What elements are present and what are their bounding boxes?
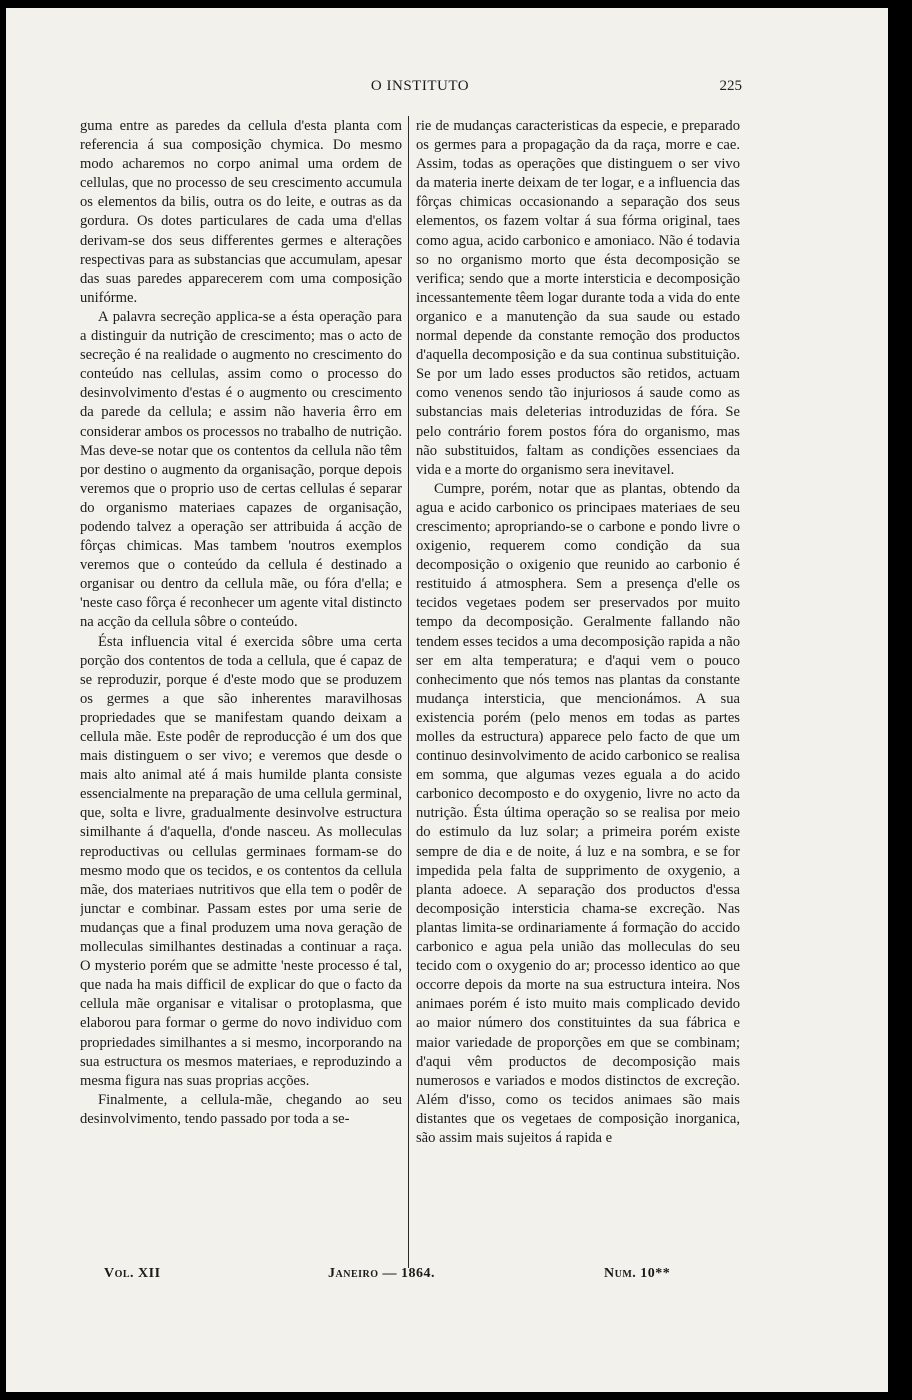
paragraph: rie de mudanças caracteristicas da especie, e preparado os germes para a propagação da da raça, morre e cae. Assim, todas as operações que distinguem o ser vivo da materia inerte deixam de ter logar, e a influencia das fôrças chimicas occasionando a separação dos seus elementos, os fazem voltar á sua fórma original, taes como agua, acido carbonico e amoniaco. Não é todavia so no organismo morto que ésta decomposição se verifica; sendo que a morte intersticia e decomposição incessantemente têem logar durante toda a vida do ente organico e a manutenção da sua saude ou estado normal depende da constante remoção dos productos d'aquella decomposição e da sua continua substituição. Se por um lado esses productos são retidos, actuam como venenos sendo tão injuriosos á saude como as substancias mais deleterias introduzidas de fóra. Se pelo contrário forem postos fóra do organismo, mas não substituidos, faltam as condições essenciaes da vida e a morte do organismo sera inevitavel. (416, 118, 740, 478)
paragraph: Cumpre, porém, notar que as plantas, obtendo da agua e acido carbonico os principaes materiaes de seu crescimento; apropriando-se o carbone e pondo livre o oxigenio, requerem como condição da sua decomposição o oxigenio que reunido ao carbonio é restituido á atmosphera. Sem a presença d'elle os tecidos vegetaes podem ser preservados por muito tempo da decomposição. Geralmente fallando não tendem esses tecidos a uma decomposição rapida a não ser em alta temperatura; e d'aqui vem o pouco conhecimento que nós temos nas plantas da constante mudança intersticia, que mencionámos. A sua existencia porém (pelo menos em todas as partes molles da estructura) apparece pelo facto de que um continuo desinvolvimento de acido carbonico se realisa em somma, que algumas vezes eguala a do acido carbonico decomposto e do oxygenio, livre no acto da nutrição. Ésta última operação so se realisa por meio do estimulo da luz solar; a primeira porém existe sempre de dia e de noite, á luz e na sombra, e se for impedida pela falta de supprimento de oxygenio, a planta adoece. A separação dos productos d'essa decomposição intersticia chama-se excreção. Nas plantas limita-se ordinariamente á formação do accido carbonico e agua pela união das molleculas do seu tecido com o oxygenio do ar; processo identico ao que occorre depois da morte na sua estructura inteira. Nos animaes porém é isto muito mais complicado devido ao maior número dos constituintes da sua fábrica e maior variedade de proporções em que se combinam; d'aqui vêm productos de decomposição mais numerosos e variados e modos distinctos de excreção. Além d'isso, como os tecidos animaes são mais distantes que os vegetaes de composição inorganica, são assim mais sujeitos á rapida e (416, 480, 740, 1146)
paragraph: Ésta influencia vital é exercida sôbre uma certa porção dos contentos de toda a cellula, que é capaz de se reproduzir, porque é d'este modo que se produzem os germes a que são inherentes maravilhosas propriedades que se manifestam quando deixam a cellula mãe. Este podêr de reproducção é um dos que mais distinguem o ser vivo; e veremos que desde o mais alto animal até á mais humilde planta consiste essencialmente na preparação de uma cellula germinal, que, solta e livre, gradualmente desinvolve estructura similhante á d'aquella, d'onde nasceu. As molleculas reproductivas ou cellulas germinaes formam-se do mesmo modo que os tecidos, e os contentos da cellula mãe, dos materiaes nutritivos que ella tem o podêr de junctar e combinar. Passam estes por uma serie de mudanças que a final produzem uma nova geração de molleculas similhantes destinadas a continuar a raça. O mysterio porém que se admitte 'neste processo é tal, que nada ha mais difficil de explicar do que o facto da cellula mãe organisar e vitalisar o protoplasma, que elaborou para formar o germe do novo individuo com propriedades similhantes a si mesmo, incorporando na sua estructura os mesmos materiaes, e reproduzindo a mesma figura nas suas proprias acções. (80, 633, 402, 1089)
paragraph: guma entre as paredes da cellula d'esta planta com referencia á sua composição chymica. Do mesmo modo acharemos no corpo animal uma ordem de cellulas, que no processo de seu crescimento accumula os elementos da bilis, outra os do leite, e outras as da gordura. Os dotes particulares de cada uma d'ellas derivam-se dos seus differentes germes e alterações respectivas para as substancias que accumulam, apesar das suas paredes apparecerem com uma composição unifórme. (80, 118, 402, 306)
issue-number: Num. 10** (604, 1266, 671, 1281)
volume-label: Vol. XII (104, 1266, 161, 1281)
journal-title: O INSTITUTO (370, 78, 470, 94)
page-footer (0, 1266, 912, 1286)
left-column (80, 117, 402, 1267)
paragraph: A palavra secreção applica-se a ésta operação para a distinguir da nutrição de crescimento; mas o acto de secreção é na realidade o augmento no crescimento do conteúdo nas cellulas, assim como o processo do desinvolvimento d'estas é o augmento ou crescimento da parede da cellula; e assim não haveria êrro em considerar ambos os processos no trabalho de nutrição. Mas deve-se notar que os contentos da cellula não têm por destino o augmento da organisação, porque depois veremos que o proprio uso de certas cellulas é separar do organismo materiaes capazes de organisação, podendo talvez a operação ser attribuida á acção de fôrças chimicas. Mas tambem 'noutros exemplos veremos que o conteúdo da cellula é destinado a organisar ou dentro da cellula mãe, ou fóra d'ella; e 'neste caso fôrça é reconhecer um agente vital distincto na acção da cellula sôbre o conteúdo. (80, 308, 402, 631)
page-number: 225 (719, 78, 742, 94)
right-column (416, 117, 740, 1267)
column-divider (408, 116, 409, 1268)
paragraph: Finalmente, a cellula-mãe, chegando ao seu desinvolvimento, tendo passado por toda a se- (80, 1091, 402, 1127)
running-head (0, 78, 912, 100)
issue-date: Janeiro — 1864. (328, 1266, 436, 1281)
